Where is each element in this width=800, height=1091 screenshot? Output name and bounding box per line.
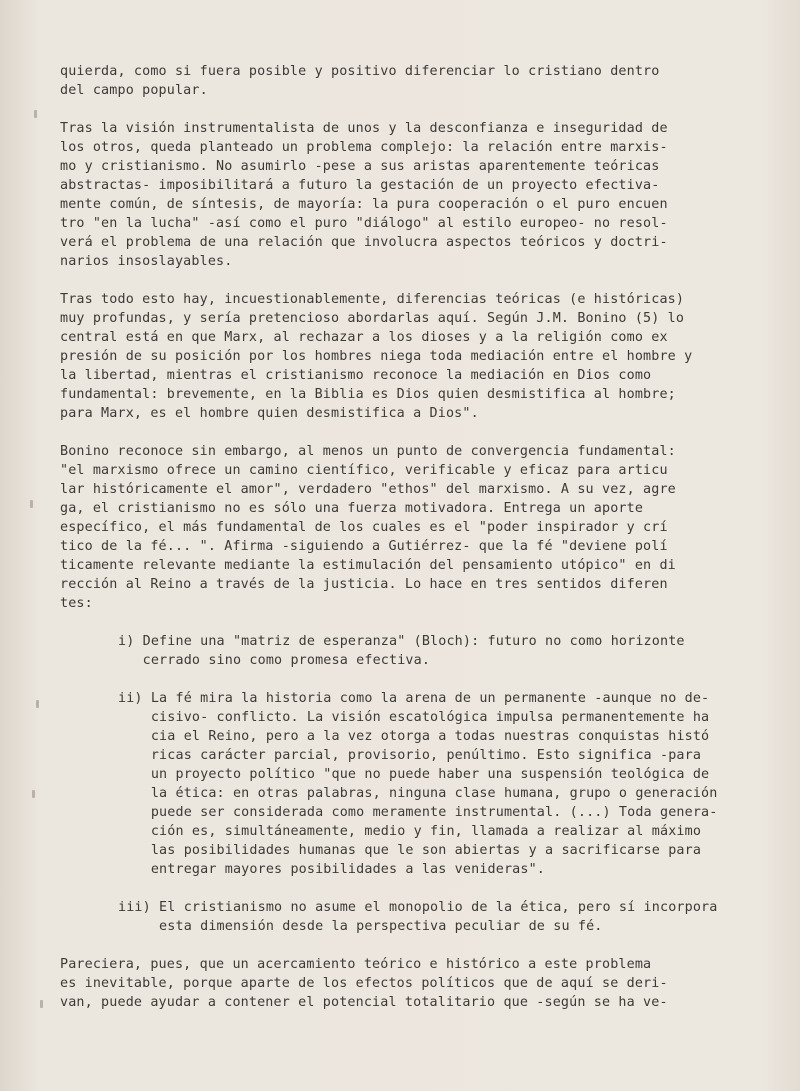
text-line: verá el problema de una relación que involucra aspectos teóricos y doctri-: [60, 235, 668, 250]
text-line: para Marx, es el hombre quien desmistifica a Dios".: [60, 406, 479, 421]
margin-mark: [34, 110, 37, 118]
text-line: tico de la fé... ". Afirma -siguiendo a Gutiérrez- que la fé "deviene polí: [60, 539, 668, 554]
text-line: muy profundas, y sería pretencioso abordarlas aquí. Según J.M. Bonino (5) lo: [60, 311, 685, 326]
text-line: ticamente relevante mediante la estimulación del pensamiento utópico" en di: [60, 558, 676, 573]
text-line: tro "en la lucha" -así como el puro "diálogo" al estilo europeo- no resol-: [60, 216, 668, 231]
text-line: cia el Reino, pero a la vez otorga a todas nuestras conquistas histó: [118, 729, 710, 744]
paragraph: [60, 442, 772, 613]
text-line: esta dimensión desde la perspectiva peculiar de su fé.: [118, 919, 603, 934]
text-line: mo y cristianismo. No asumirlo -pese a sus aristas aparentemente teóricas: [60, 159, 660, 174]
paragraph-gap: [60, 271, 772, 290]
text-line: la libertad, mientras el cristianismo reconoce la mediación en Dios como: [60, 368, 652, 383]
text-line: "el marxismo ofrece un camino científico, verificable y eficaz para articu: [60, 463, 668, 478]
text-line: los otros, queda planteado un problema complejo: la relación entre marxis-: [60, 140, 668, 155]
list-item: [60, 689, 772, 879]
text-line: van, puede ayudar a contener el potencial totalitario que -según se ha ve-: [60, 995, 668, 1010]
margin-mark: [32, 790, 35, 798]
text-line: Tras la visión instrumentalista de unos y la desconfianza e inseguridad de: [60, 121, 668, 136]
paragraph-gap: [60, 936, 772, 955]
list-item: [60, 898, 772, 936]
text-line: central está en que Marx, al rechazar a los dioses y a la religión como ex: [60, 330, 668, 345]
text-line: la ética: en otras palabras, ninguna clase humana, grupo o generación: [118, 786, 718, 801]
paragraph: [60, 955, 772, 1012]
text-line: cerrado sino como promesa efectiva.: [118, 653, 431, 668]
text-line: Tras todo esto hay, incuestionablemente, diferencias teóricas (e históricas): [60, 292, 685, 307]
paragraph: [60, 290, 772, 423]
text-line: las posibilidades humanas que le son abiertas y a sacrificarse para: [118, 843, 702, 858]
document-body: [60, 62, 772, 1012]
text-line: fundamental: brevemente, en la Biblia es Dios quien desmistifica al hombre;: [60, 387, 676, 402]
paragraph: [60, 119, 772, 271]
text-line: ii) La fé mira la historia como la arena de un permanente -aunque no de-: [118, 691, 710, 706]
text-line: tes:: [60, 596, 93, 611]
margin-mark: [36, 700, 39, 708]
paragraph-gap: [60, 879, 772, 898]
text-line: i) Define una "matriz de esperanza" (Bloch): futuro no como horizonte: [118, 634, 685, 649]
list-item: [60, 632, 772, 670]
text-line: mente común, de síntesis, de mayoría: la pura cooperación o el puro encuen: [60, 197, 668, 212]
text-line: del campo popular.: [60, 83, 208, 98]
text-line: puede ser considerada como meramente instrumental. (...) Toda genera-: [118, 805, 718, 820]
text-line: Bonino reconoce sin embargo, al menos un punto de convergencia fundamental:: [60, 444, 676, 459]
text-line: es inevitable, porque aparte de los efectos políticos que de aquí se deri-: [60, 976, 668, 991]
text-line: quierda, como si fuera posible y positivo diferenciar lo cristiano dentro: [60, 64, 660, 79]
text-line: específico, el más fundamental de los cuales es el "poder inspirador y crí: [60, 520, 668, 535]
text-line: entregar mayores posibilidades a las venideras".: [118, 862, 546, 877]
text-line: abstractas- imposibilitará a futuro la gestación de un proyecto efectiva-: [60, 178, 660, 193]
paragraph-gap: [60, 613, 772, 632]
text-line: ción es, simultáneamente, medio y fin, llamada a realizar al máximo: [118, 824, 702, 839]
paragraph-gap: [60, 100, 772, 119]
text-line: cisivo- conflicto. La visión escatológica impulsa permanentemente ha: [118, 710, 710, 725]
margin-mark: [30, 500, 33, 508]
text-line: presión de su posición por los hombres niega toda mediación entre el hombre y: [60, 349, 693, 364]
text-line: rección al Reino a través de la justicia. Lo hace en tres sentidos diferen: [60, 577, 668, 592]
paragraph: [60, 62, 772, 100]
text-line: Pareciera, pues, que un acercamiento teórico e histórico a este problema: [60, 957, 652, 972]
text-line: ga, el cristianismo no es sólo una fuerza motivadora. Entrega un aporte: [60, 501, 644, 516]
text-line: ricas carácter parcial, provisorio, penúltimo. Esto significa -para: [118, 748, 702, 763]
text-line: narios insoslayables.: [60, 254, 233, 269]
text-line: un proyecto político "que no puede haber una suspensión teológica de: [118, 767, 710, 782]
text-line: lar históricamente el amor", verdadero "ethos" del marxismo. A su vez, agre: [60, 482, 676, 497]
paragraph-gap: [60, 670, 772, 689]
text-line: iii) El cristianismo no asume el monopolio de la ética, pero sí incorpora: [118, 900, 718, 915]
margin-mark: [40, 1000, 43, 1008]
paragraph-gap: [60, 423, 772, 442]
